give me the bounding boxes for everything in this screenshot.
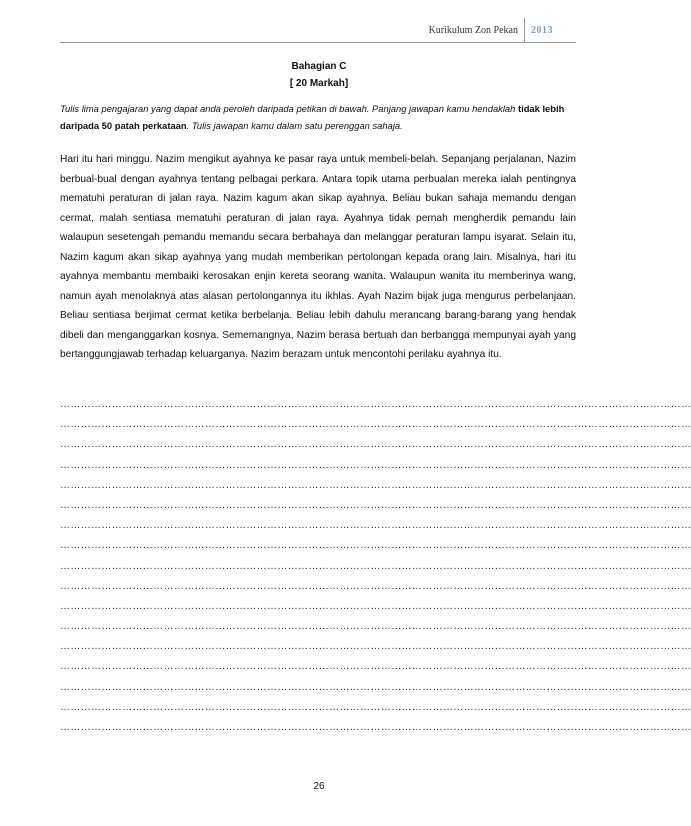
section-heading: Bahagian C (291, 61, 347, 72)
instruction-part1: Tulis lima pengajaran yang dapat anda peroleh daripada petikan di bawah. Panjang jawapan kamu hendaklah (60, 103, 518, 114)
answer-line[interactable]: ………………………………………………………………………………………………………………………………………………………………… (60, 621, 691, 633)
instruction-text (60, 100, 576, 134)
header-divider (524, 18, 525, 42)
section-title (0, 58, 638, 92)
answer-line[interactable]: ………………………………………………………………………………………………………………………………………………………………… (60, 722, 691, 733)
answer-line[interactable]: ………………………………………………………………………………………………………………………………………………………………… (60, 600, 691, 612)
answer-line[interactable]: ………………………………………………………………………………………………………………………………………………………………… (60, 459, 691, 471)
header-org: Kurikulum Zon Pekan (428, 24, 518, 36)
passage-text: Hari itu hari minggu. Nazim mengikut ayahnya ke pasar raya untuk membeli-belah. Sepanjang perjalanan, Nazim berbual-bual dengan ayahnya tentang pelbagai perkara. Antara topik utama perbualan mereka ialah pentingnya mematuhi peraturan di jalan raya. Nazim kagum akan sikap ayahnya. Beliau bukan sahaja memandu dengan cermat, malah sentiasa mematuhi peraturan di jalan raya. Ayahnya tidak pernah mengherdik pemandu lain walaupun sesetengah pemandu memandu secara berbahaya dan melanggar peraturan lampu isyarat. Selain itu, Nazim kagum akan sikap ayahnya yang mudah memberikan pertolongan kepada orang lain. Misalnya, hari itu ayahnya membantu membaiki kerosakan enjin kereta seorang wanita. Walaupun wanita itu memberinya wang, namun ayah menolaknya atas alasan pertolongannya itu ikhlas. Ayah Nazim bijak juga mengurus perbelanjaan. Beliau sentiasa berjimat cermat ketika berbelanja. Beliau lebih dahulu merancang barang-barang yang hendak dibeli dan menganggarkan kosnya. Sememangnya, Nazim berasa bertuah dan berbangga mempunyai ayah yang bertanggungjawab terhadap keluarganya. Nazim berazam untuk mencontohi perilaku ayahnya itu. (60, 154, 576, 360)
answer-line[interactable]: ………………………………………………………………………………………………………………………………………………………………… (60, 399, 691, 410)
page-number: 26 (313, 781, 325, 792)
answer-line[interactable]: ………………………………………………………………………………………………………………………………………………………………… (60, 580, 691, 592)
answer-line[interactable]: ………………………………………………………………………………………………………………………………………………………………… (60, 681, 691, 693)
header-rule (60, 42, 576, 43)
answer-line[interactable]: ………………………………………………………………………………………………………………………………………………………………… (60, 439, 691, 451)
answer-line[interactable]: ………………………………………………………………………………………………………………………………………………………………… (60, 520, 691, 532)
answer-line[interactable]: ………………………………………………………………………………………………………………………………………………………………… (60, 479, 691, 491)
answer-line[interactable]: ………………………………………………………………………………………………………………………………………………………………… (60, 661, 691, 673)
instruction-bold: tidak lebih daripada 50 patah perkataan (60, 103, 565, 131)
answer-lines (60, 395, 691, 738)
section-marks: [ 20 Markah] (289, 78, 349, 89)
answer-line[interactable]: ………………………………………………………………………………………………………………………………………………………………… (60, 560, 691, 572)
answer-line[interactable]: ………………………………………………………………………………………………………………………………………………………………… (60, 419, 691, 431)
page-header (429, 18, 553, 42)
answer-line[interactable]: ………………………………………………………………………………………………………………………………………………………………… (60, 641, 691, 653)
answer-line[interactable]: ………………………………………………………………………………………………………………………………………………………………… (60, 540, 691, 552)
instruction-part2: . Tulis jawapan kamu dalam satu perenggan sahaja. (186, 120, 403, 131)
answer-line[interactable]: ………………………………………………………………………………………………………………………………………………………………… (60, 701, 691, 713)
header-year: 2013 (531, 24, 553, 36)
answer-line[interactable]: ………………………………………………………………………………………………………………………………………………………………… (60, 499, 691, 511)
